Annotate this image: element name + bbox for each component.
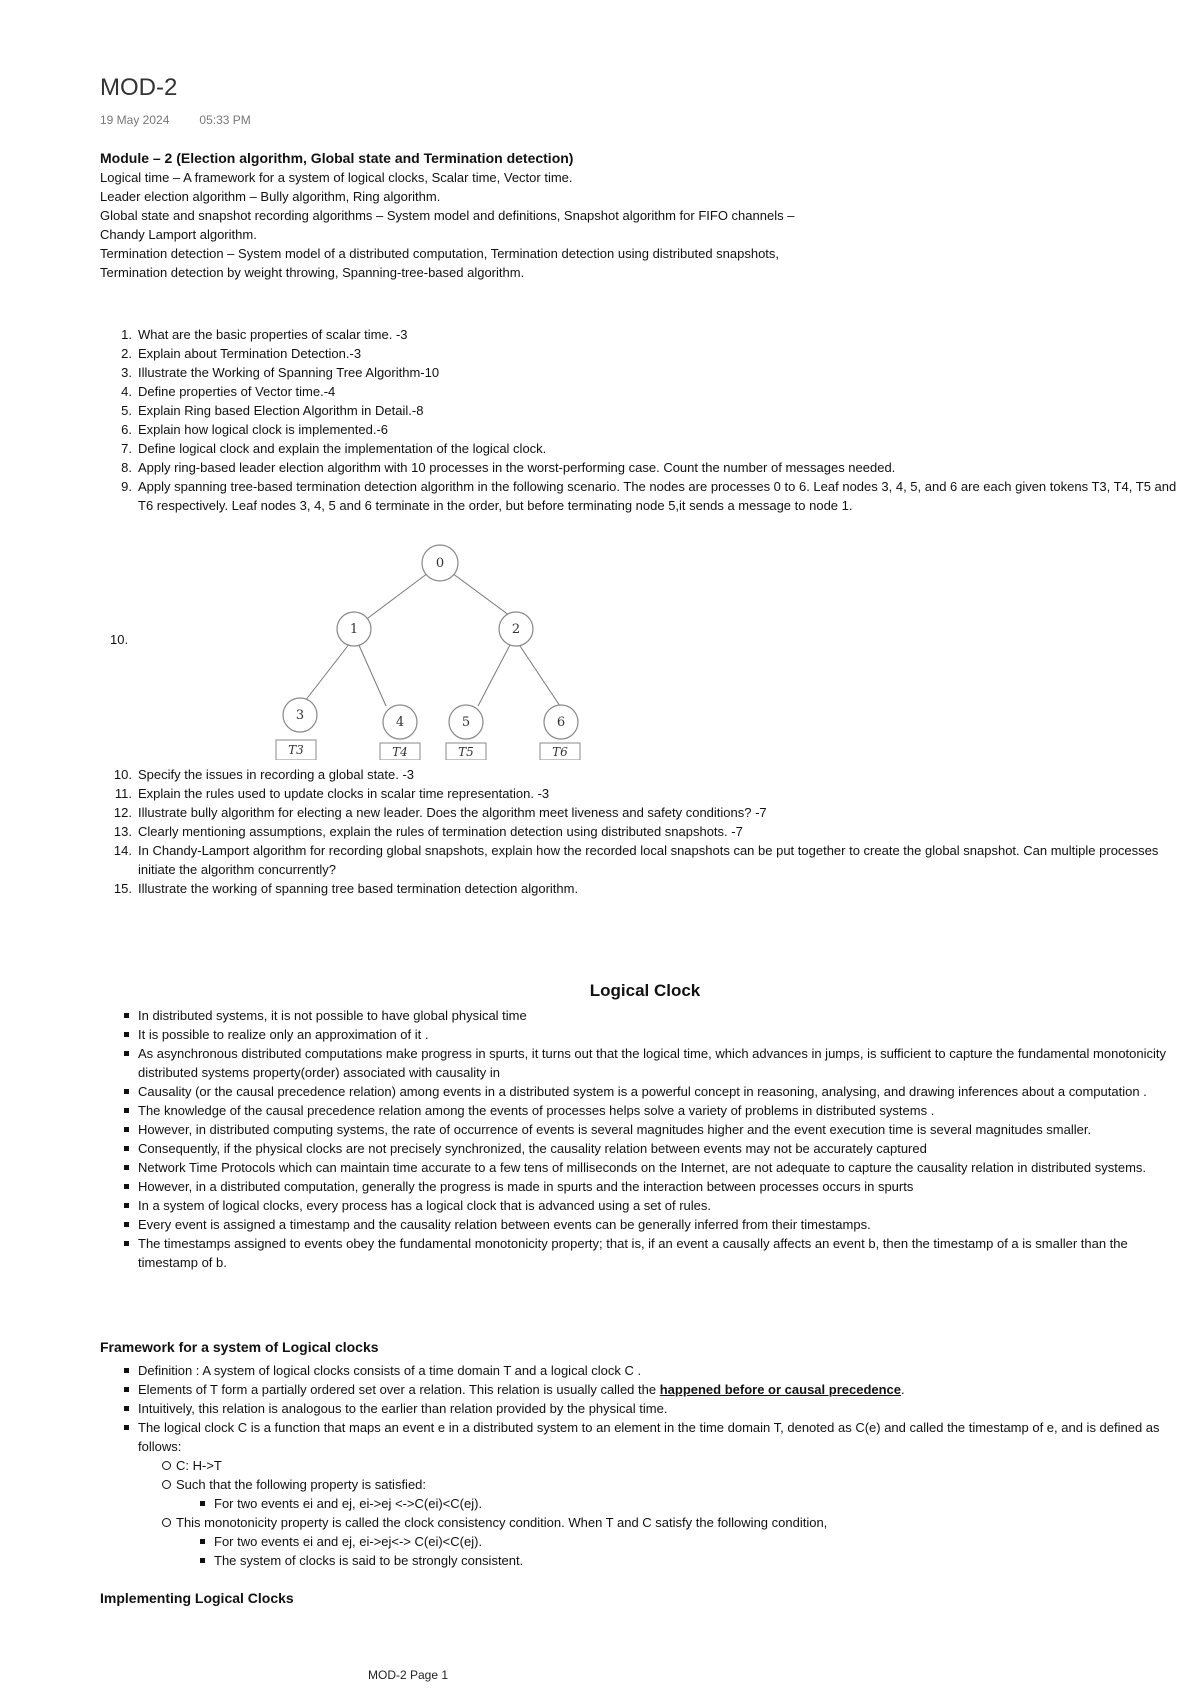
sub-bullets xyxy=(138,1456,1170,1570)
question-item: 14. In Chandy-Lamport algorithm for recording global snapshots, explain how the recorded local snapshots can be put together to create the global snapshot. Can multiple processes initiate the algorithm concurrently? xyxy=(113,843,1159,877)
tree-edge xyxy=(478,643,511,706)
tree-node-label: 3 xyxy=(295,708,305,723)
sub-sub-bullets xyxy=(176,1532,1170,1570)
question-item: 8. Apply ring-based leader election algorithm with 10 processes in the worst-performing case. Count the number of messages needed. xyxy=(121,460,896,475)
spanning-tree-diagram xyxy=(270,535,590,760)
page-time: 05:33 PM xyxy=(199,113,251,127)
bullet-item: Causality (or the causal precedence relation) among events in a distributed system is a powerful concept in reasoning, analysing, and drawing inferences about a computation . xyxy=(100,1082,1170,1101)
tree-edge xyxy=(358,643,386,706)
sub-sub-bullets xyxy=(176,1494,1170,1513)
bullet-item: However, in distributed computing systems, the rate of occurrence of events is several magnitudes higher and the event execution time is several magnitudes smaller. xyxy=(100,1120,1170,1139)
token-label: T6 xyxy=(552,745,568,759)
tree-node-label: 2 xyxy=(511,622,521,637)
token-label: T4 xyxy=(392,745,408,759)
bullet-item: It is possible to realize only an approximation of it . xyxy=(100,1025,1170,1044)
page-footer: MOD-2 Page 1 xyxy=(368,1668,449,1682)
bullet-item: Consequently, if the physical clocks are not precisely synchronized, the causality relation between events may not be accurately captured xyxy=(100,1139,1170,1158)
bullet-item: In a system of logical clocks, every process has a logical clock that is advanced using a set of rules. xyxy=(100,1196,1170,1215)
tree-edge xyxy=(518,643,560,706)
question-item: 6. Explain how logical clock is implemented.-6 xyxy=(121,422,389,437)
logical-clock-title: Logical Clock xyxy=(589,981,701,1000)
question-item: 4. Define properties of Vector time.-4 xyxy=(121,384,336,399)
question-item: 2. Explain about Termination Detection.-3 xyxy=(121,346,362,361)
tree-node-label: 5 xyxy=(461,715,471,730)
question-list-a xyxy=(100,325,1190,515)
tree-item-number: 10. xyxy=(110,632,129,647)
bullet-item: The logical clock C is a function that maps an event e in a distributed system to an element in the time domain T, denoted as C(e) and called the timestamp of e, and is defined as follows: C: H->T Such that the following property is satisfied: For two events ei and ej, ei->ej <->C(ei)<C(ej). This monotonicity property is called the clock consistency condition. When T and C satisfy the following condition, For two events ei and ej, ei->ej<-> C(ei)<C(ej). The system of clocks is said to be strongly consistent. xyxy=(100,1418,1170,1570)
question-item: 5. Explain Ring based Election Algorithm in Detail.-8 xyxy=(121,403,424,418)
syllabus-line: Chandy Lamport algorithm. xyxy=(100,227,257,242)
bullet-item: Elements of T form a partially ordered set over a relation. This relation is usually called the happened before or causal precedence. xyxy=(100,1380,1170,1399)
tree-node-label: 6 xyxy=(556,715,566,730)
bullet-item: As asynchronous distributed computations make progress in spurts, it turns out that the logical time, which advances in jumps, is sufficient to capture the fundamental monotonicity distributed systems property(order) associated with causality in xyxy=(100,1044,1170,1082)
tree-node-label: 4 xyxy=(395,715,405,730)
sub-sub-bullet-item: For two events ei and ej, ei->ej<-> C(ei)<C(ej). xyxy=(176,1532,1170,1551)
bullet-item: Intuitively, this relation is analogous to the earlier than relation provided by the physical time. xyxy=(100,1399,1170,1418)
page-meta xyxy=(100,113,251,127)
sub-sub-bullet-item: The system of clocks is said to be strongly consistent. xyxy=(176,1551,1170,1570)
tree-node-label: 1 xyxy=(349,622,359,637)
question-item: 11. Explain the rules used to update clocks in scalar time representation. -3 xyxy=(114,786,550,801)
page-title: MOD-2 xyxy=(100,74,178,101)
question-item: 9. Apply spanning tree-based termination detection algorithm in the following scenario. The nodes are processes 0 to 6. Leaf nodes 3, 4, 5, and 6 are each given tokens T3, T4, T5 and T6 respectively. Leaf nodes 3, 4, 5 and 6 terminate in the order, but before terminating node 5,it sends a message to node 1. xyxy=(121,479,1177,513)
syllabus-line: Global state and snapshot recording algorithms – System model and definitions, Snapshot algorithm for FIFO channels – xyxy=(100,208,795,223)
bullet-item: Network Time Protocols which can maintain time accurate to a few tens of milliseconds on the Internet, are not adequate to capture the causality relation in distributed systems. xyxy=(100,1158,1170,1177)
syllabus-line: Leader election algorithm – Bully algorithm, Ring algorithm. xyxy=(100,189,441,204)
happened-before-link[interactable]: happened before or causal precedence xyxy=(659,1382,902,1397)
framework-heading: Framework for a system of Logical clocks xyxy=(100,1339,379,1355)
module-syllabus xyxy=(100,149,794,282)
sub-bullet-item: Such that the following property is satisfied: For two events ei and ej, ei->ej <->C(ei)<C(ej). xyxy=(138,1475,1170,1513)
bullet-item: The knowledge of the causal precedence relation among the events of processes helps solve a variety of problems in distributed systems . xyxy=(100,1101,1170,1120)
bullet-item: Every event is assigned a timestamp and the causality relation between events can be generally inferred from their timestamps. xyxy=(100,1215,1170,1234)
question-list-b xyxy=(100,765,1190,898)
syllabus-line: Termination detection by weight throwing, Spanning-tree-based algorithm. xyxy=(100,265,525,280)
implementing-heading: Implementing Logical Clocks xyxy=(100,1590,294,1606)
framework-bullets xyxy=(100,1361,1170,1570)
syllabus-line: Termination detection – System model of a distributed computation, Termination detection using distributed snapshots, xyxy=(100,246,780,261)
question-item: 10. Specify the issues in recording a global state. -3 xyxy=(113,767,415,782)
page-date: 19 May 2024 xyxy=(100,113,170,127)
token-label: T3 xyxy=(288,743,304,757)
bullet-item: In distributed systems, it is not possible to have global physical time xyxy=(100,1006,1170,1025)
bullet-item: The timestamps assigned to events obey the fundamental monotonicity property; that is, if an event a causally affects an event b, then the timestamp of a is smaller than the timestamp of b. xyxy=(100,1234,1170,1272)
bullet-item: Definition : A system of logical clocks consists of a time domain T and a logical clock C . xyxy=(100,1361,1170,1380)
sub-bullet-item: This monotonicity property is called the clock consistency condition. When T and C satisfy the following condition, For two events ei and ej, ei->ej<-> C(ei)<C(ej). The system of clocks is said to be strongly consistent. xyxy=(138,1513,1170,1570)
tree-edge xyxy=(364,573,428,621)
token-label: T5 xyxy=(458,745,474,759)
question-item: 13. Clearly mentioning assumptions, explain the rules of termination detection using distributed snapshots. -7 xyxy=(113,824,743,839)
module-heading: Module – 2 (Election algorithm, Global state and Termination detection) xyxy=(100,150,574,166)
question-item: 3. Illustrate the Working of Spanning Tree Algorithm-10 xyxy=(121,365,440,380)
logical-clock-bullets xyxy=(100,1006,1170,1272)
sub-sub-bullet-item: For two events ei and ej, ei->ej <->C(ei)<C(ej). xyxy=(176,1494,1170,1513)
syllabus-line: Logical time – A framework for a system of logical clocks, Scalar time, Vector time. xyxy=(100,170,573,185)
question-item: 7. Define logical clock and explain the implementation of the logical clock. xyxy=(121,441,547,456)
question-item: 12. Illustrate bully algorithm for electing a new leader. Does the algorithm meet liveness and safety conditions? -7 xyxy=(113,805,767,820)
question-item: 1. What are the basic properties of scalar time. -3 xyxy=(121,327,408,342)
tree-edge xyxy=(305,643,350,701)
tree-node-label: 0 xyxy=(435,556,445,571)
bullet-item: However, in a distributed computation, generally the progress is made in spurts and the interaction between processes occurs in spurts xyxy=(100,1177,1170,1196)
question-item: 15. Illustrate the working of spanning tree based termination detection algorithm. xyxy=(113,881,579,896)
sub-bullet-item: C: H->T xyxy=(138,1456,1170,1475)
